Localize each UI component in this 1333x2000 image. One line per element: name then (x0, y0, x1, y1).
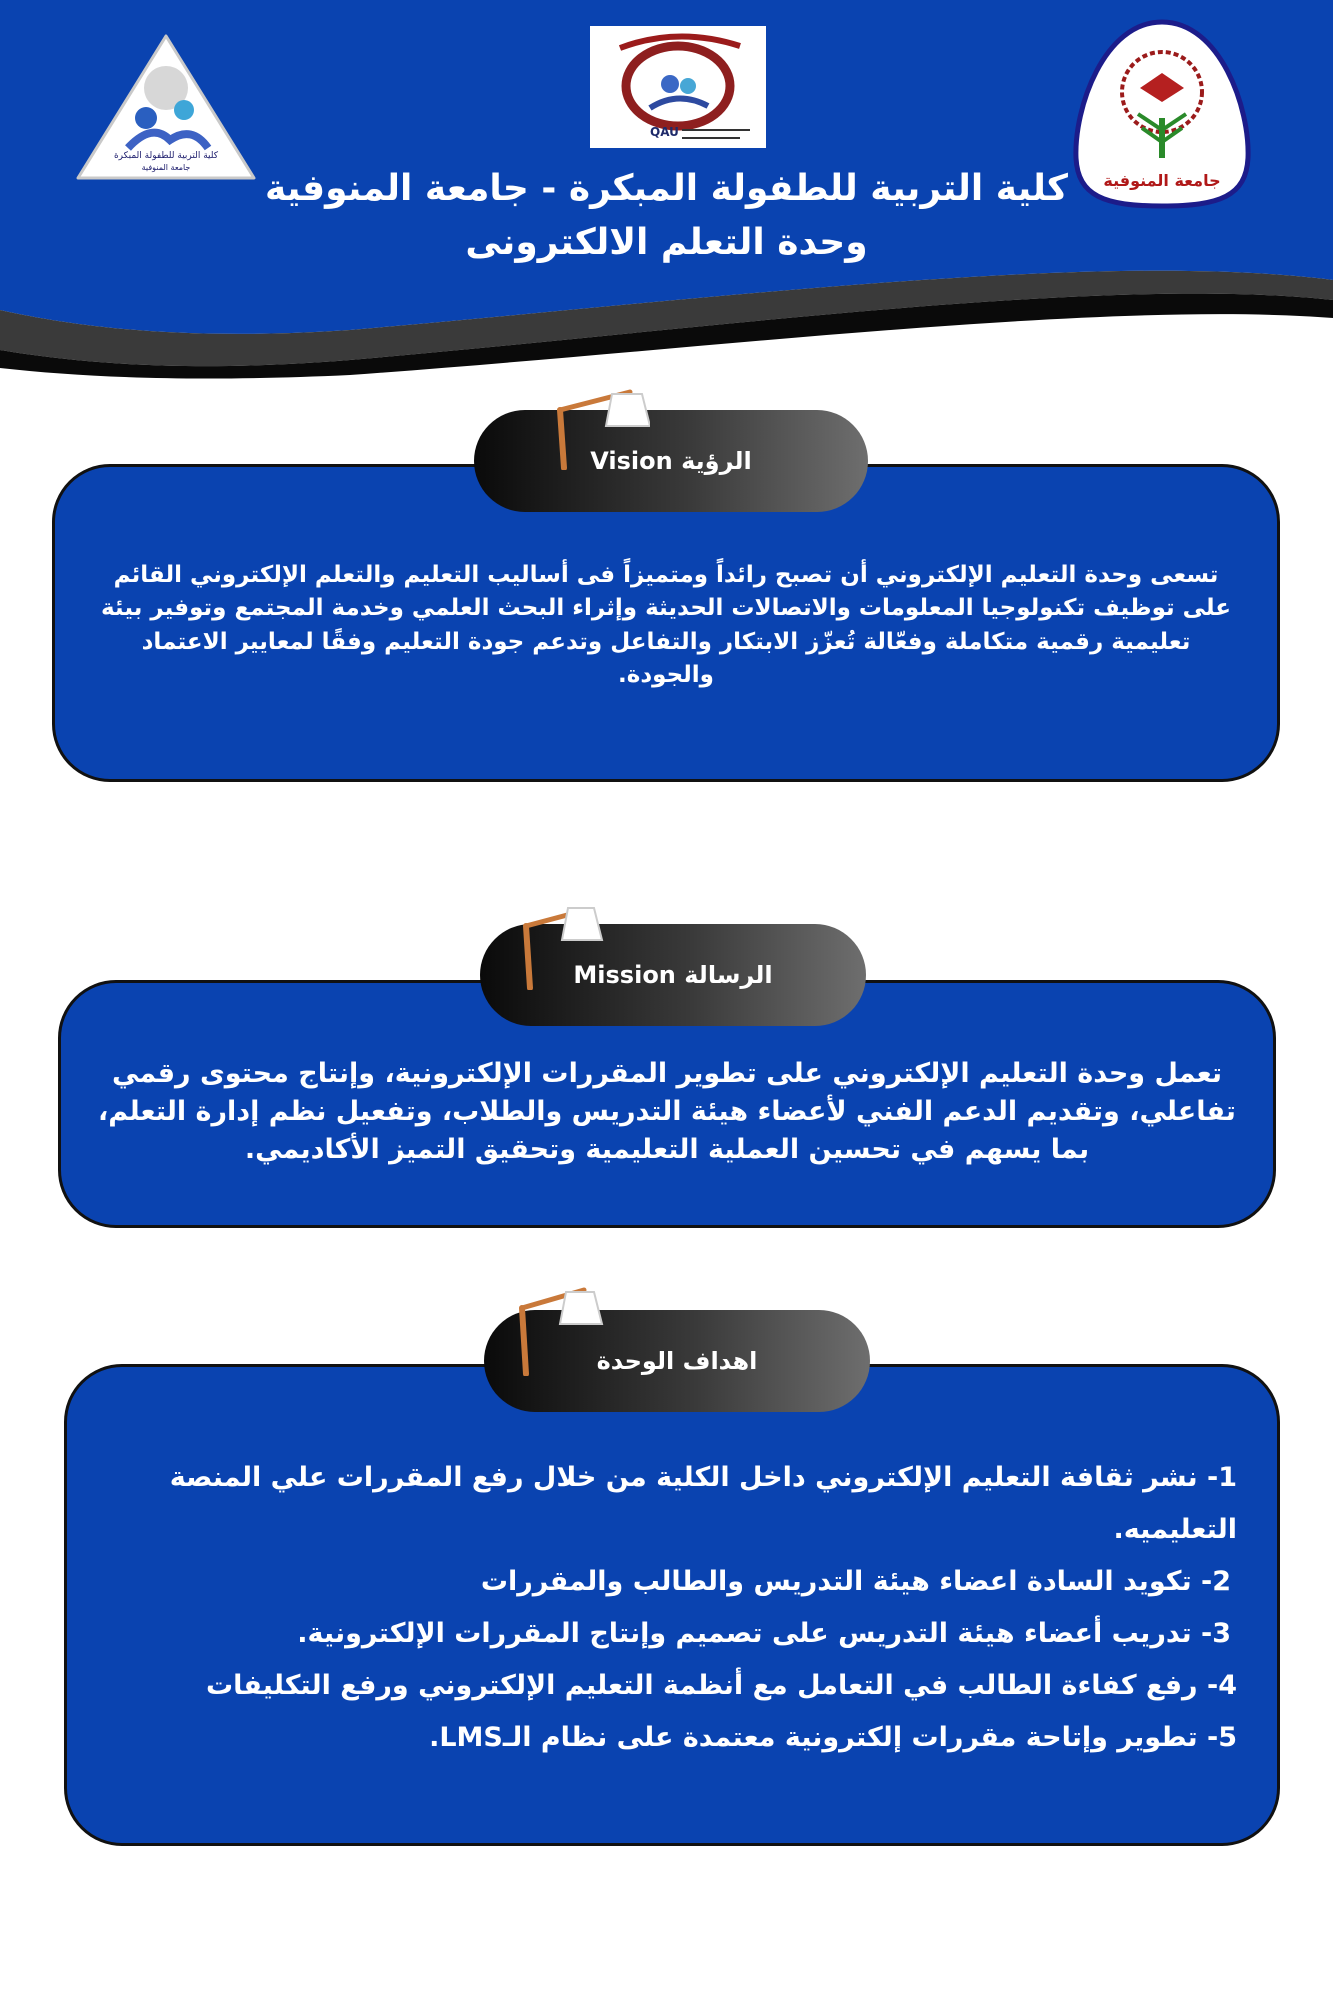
lamp-icon (512, 1278, 612, 1376)
goal-item-4: 4- رفع كفاءة الطالب في التعامل مع أنظمة التعليم الإلكتروني ورفع التكليفات (205, 1670, 1237, 1701)
header-subtitle: وحدة التعلم الالكترونى (465, 222, 868, 263)
faculty-logo (72, 30, 260, 185)
faculty-logo-line1: كلية التربية للطفولة المبكرة (113, 151, 219, 161)
header-title: كلية التربية للطفولة المبكرة - جامعة المنوفية (265, 168, 1068, 209)
vision-heading: الرؤية Vision (474, 410, 868, 512)
goals-heading: اهداف الوحدة (484, 1310, 870, 1412)
goals-list (107, 1452, 1237, 1764)
goal-item-5: 5- تطوير وإتاحة مقررات إلكترونية معتمدة على نظام الـLMS. (429, 1722, 1237, 1753)
vision-text: تسعى وحدة التعليم الإلكتروني أن تصبح رائداً ومتميزاً فى أساليب التعليم والتعلم الإلكتروني القائم على توظيف تكنولوجيا المعلومات والاتصالات الحديثة وإثراء البحث العلمي وخدمة المجتمع وتوفير بيئة تعليمية رقمية متكاملة وفعّالة تُعزّز الابتكار والتفاعل وتدعم جودة التعليم وفقًا لمعايير الاعتماد والجودة. (100, 562, 1232, 689)
goal-item-1: 1- نشر ثقافة التعليم الإلكتروني داخل الكلية من خلال رفع المقررات علي المنصة التعليميه. (169, 1462, 1237, 1545)
quality-unit-label: QAU (650, 125, 679, 139)
mission-heading: الرسالة Mission (480, 924, 866, 1026)
faculty-logo-line2: جامعة المنوفية (141, 163, 191, 172)
goal-item-2: 2- تكويد السادة اعضاء هيئة التدريس والطالب والمقررات (480, 1566, 1231, 1597)
lamp-icon (516, 896, 616, 990)
goal-item-3: 3- تدريب أعضاء هيئة التدريس على تصميم وإنتاج المقررات الإلكترونية. (297, 1618, 1231, 1649)
university-logo-label: جامعة المنوفية (1103, 171, 1221, 190)
lamp-icon (550, 380, 650, 470)
mission-text: تعمل وحدة التعليم الإلكتروني على تطوير المقررات الإلكترونية، وإنتاج محتوى رقمي تفاعلي، وتقديم الدعم الفني لأعضاء هيئة التدريس والطلاب، وتفعيل نظم إدارة التعلم، بما يسهم في تحسين العملية التعليمية وتحقيق التميز الأكاديمي. (98, 1058, 1236, 1165)
goals-panel (64, 1364, 1280, 1846)
quality-unit-logo (590, 26, 766, 148)
